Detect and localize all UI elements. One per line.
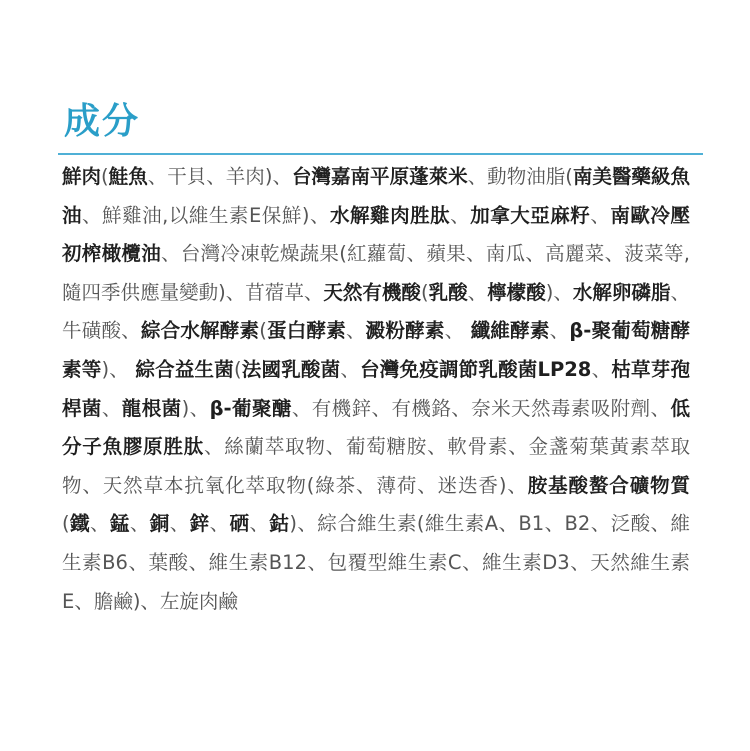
- ingredient-highlight: 銅: [149, 512, 170, 536]
- ingredient-text: (: [233, 357, 242, 381]
- ingredient-highlight: 胺基酸螯合礦物質: [527, 473, 690, 497]
- ingredient-text: )、: [181, 396, 210, 420]
- ingredient-text: )、綜合維生素(維生素A、B1、B2、泛酸、維生素B6、葉酸、維生素B12、包覆型維生素C、維生素D3、天然維生素E、膽鹼)、左旋肉鹼: [62, 512, 690, 613]
- ingredient-highlight: 天然有機酸: [323, 280, 421, 304]
- ingredient-text: 、有機鋅、有機鉻、奈米天然毒素吸附劑、: [291, 396, 671, 420]
- ingredient-highlight: 南美醫藥級魚油: [62, 165, 690, 227]
- ingredient-highlight: 水解卵磷脂: [572, 280, 671, 304]
- ingredient-text: 、: [129, 512, 150, 536]
- ingredient-highlight: β-聚葡萄糖酵素等: [62, 319, 690, 381]
- ingredient-highlight: 綜合益生菌: [135, 357, 234, 381]
- ingredient-highlight: 台灣免疫調節乳酸菌LP28: [360, 357, 592, 381]
- ingredient-highlight: 鐵: [69, 512, 90, 536]
- ingredient-text: )、: [101, 357, 136, 381]
- ingredient-highlight: 硒: [229, 512, 250, 536]
- ingredient-highlight: 水解雞肉胜肽: [330, 203, 451, 227]
- ingredient-text: 、: [450, 203, 471, 227]
- ingredient-text: 、: [249, 512, 270, 536]
- ingredient-text: 、: [340, 357, 361, 381]
- ingredient-highlight: 乳酸: [428, 280, 468, 304]
- ingredient-highlight: 纖維酵素: [470, 319, 550, 343]
- ingredient-highlight: 錳: [109, 512, 130, 536]
- ingredient-highlight: 台灣嘉南平原蓬萊米: [291, 165, 468, 188]
- ingredient-text: 、動物油脂(: [467, 165, 573, 188]
- ingredient-highlight: 鋅: [189, 512, 210, 536]
- ingredient-highlight: 法國乳酸菌: [241, 357, 341, 381]
- ingredient-highlight: 加拿大亞麻籽: [470, 203, 591, 227]
- ingredient-text: 、: [590, 203, 611, 227]
- ingredient-text: 、: [89, 512, 110, 536]
- ingredient-highlight: 澱粉酵素: [365, 319, 445, 343]
- ingredient-text: 、牛磺酸、: [62, 280, 690, 343]
- ingredients-text: [62, 158, 690, 621]
- ingredient-text: (: [259, 319, 267, 343]
- ingredient-text: 、: [101, 396, 122, 420]
- ingredient-highlight: 蛋白酵素: [266, 319, 346, 343]
- ingredient-highlight: 鮮肉: [62, 165, 102, 188]
- ingredient-highlight: 綜合水解酵素: [140, 319, 260, 343]
- page-title: 成分: [64, 101, 141, 142]
- ingredient-highlight: 鮭魚: [108, 165, 148, 188]
- ingredient-text: (: [101, 165, 109, 188]
- ingredient-highlight: 龍根菌: [121, 396, 182, 420]
- ingredient-text: 、: [467, 280, 488, 304]
- ingredient-highlight: 鈷: [269, 512, 290, 536]
- ingredient-highlight: 南歐冷壓初榨橄欖油: [62, 203, 690, 266]
- ingredient-text: 、台灣冷凍乾燥蔬果(紅蘿蔔、蘋果、南瓜、高麗菜、菠菜等,隨四季供應量變動)、苜蓿草、: [62, 242, 690, 304]
- ingredient-text: 、: [444, 319, 471, 343]
- ingredient-text: (: [420, 280, 429, 304]
- ingredient-text: 、: [549, 319, 570, 343]
- ingredient-text: )、: [545, 280, 573, 304]
- ingredient-highlight: β-葡聚醣: [209, 396, 292, 420]
- ingredient-text: 、鮮雞油,以維生素E保鮮)、: [82, 203, 330, 227]
- ingredient-highlight: 低分子魚膠原胜肽: [62, 396, 690, 459]
- ingredient-text: 、: [209, 512, 230, 536]
- ingredient-text: 、絲蘭萃取物、葡萄糖胺、軟骨素、金盞菊葉黃素萃取物、天然草本抗氧化萃取物(綠茶、薄荷、迷迭香)、: [62, 435, 690, 497]
- ingredient-text: 、: [345, 319, 366, 343]
- ingredient-text: (: [62, 512, 70, 536]
- ingredient-text: 、: [591, 357, 612, 381]
- ingredient-highlight: 檸檬酸: [487, 280, 546, 304]
- title-divider: [58, 153, 703, 155]
- ingredient-text: 、: [169, 512, 190, 536]
- ingredient-highlight: 枯草芽孢桿菌: [62, 357, 690, 420]
- ingredient-text: 、干貝、羊肉)、: [147, 165, 292, 188]
